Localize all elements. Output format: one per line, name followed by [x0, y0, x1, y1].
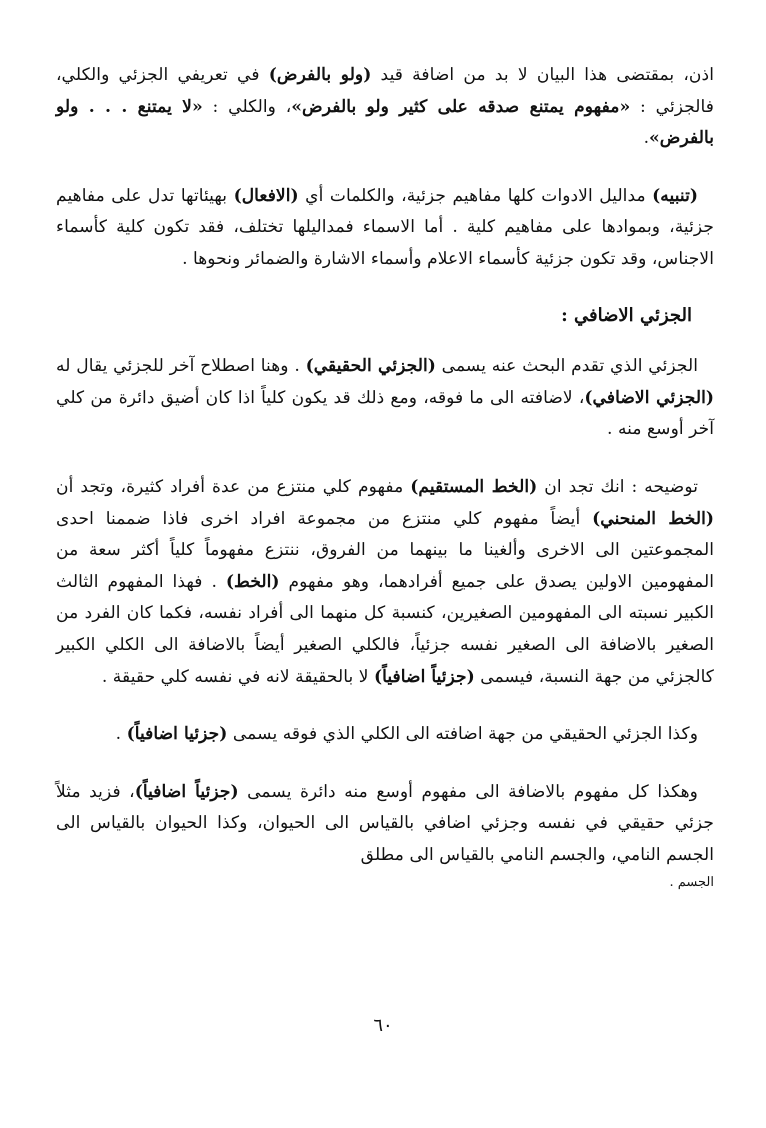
- text-run: . فهذا المفهوم الثالث الكبير نسبته الى المفهومين الصغيرين، كنسبة كل منهما الى أفراد نفسه، فكما كان الفرد من الصغير بالاضافة الى الصغير نفسه جزئياً، فالكلي الصغير أيضاً بالاضافة الى الكلي الكبير كالجزئي من جهة النسبة، فيسمى: [56, 571, 714, 687]
- text-run: وهكذا كل مفهوم بالاضافة الى مفهوم أوسع منه دائرة يسمى: [238, 781, 698, 802]
- paragraph-example: [56, 777, 714, 872]
- text-run: ، والكلي :: [202, 96, 292, 117]
- bold-term: (ولو بالفرض): [268, 65, 372, 85]
- text-run: ، لاضافته الى ما فوقه، ومع ذلك قد يكون كلياً اذا كان أضيق دائرة من كلي آخر أوسع منه .: [56, 387, 714, 440]
- text-run: اذن، بمقتضى هذا البيان لا بد من اضافة قيد: [371, 65, 714, 85]
- text-run: بهيئاتها تدل على مفاهيم جزئية، وبموادها على مفاهيم كلية . أما الاسماء فمداليلها تختلف، فقد تكون كلية كأسماء الاجناس، وقد تكون جزئية كأسماء الاعلام وأسماء الاشارة والضمائر ونحوها .: [56, 185, 714, 269]
- page-number: ٦٠: [373, 1015, 393, 1036]
- text-run: توضيحه : انك تجد ان: [537, 476, 698, 497]
- bold-term: (الخط): [225, 571, 280, 592]
- text-run: أيضاً مفهوم كلي منتزع من مجموعة افراد اخرى فاذا ضممنا احدى المجموعتين الى الاخرى وألغينا ما بينهما من الفروق، ننتزع مفهوماً كلياً أكثر سعة من المفهومين الاولين يصدق على جميع أفرادهما، وهو مفهوم: [56, 508, 715, 592]
- bold-term: (جزئياً اضافياً): [134, 781, 239, 802]
- bold-term: «مفهوم يمتنع صدقه على كثير ولو بالفرض»: [291, 96, 631, 117]
- text-run: في تعريفي الجزئي والكلي، فالجزئي :: [56, 65, 714, 117]
- bold-term: (الخط المستقيم): [410, 476, 538, 497]
- text-run: الجزئي الذي تقدم البحث عنه يسمى: [435, 356, 698, 377]
- text-run: .: [115, 724, 127, 745]
- text-run: . وهنا اصطلاح آخر للجزئي يقال له: [56, 356, 306, 377]
- text-run: .: [643, 128, 650, 149]
- text-run: مفهوم كلي منتزع من عدة أفراد كثيرة، وتجد أن: [56, 476, 411, 497]
- bold-term: (جزئياً اضافياً): [373, 666, 475, 687]
- text-run: وكذا الجزئي الحقيقي من جهة اضافته الى الكلي الذي فوقه يسمى: [227, 724, 698, 745]
- text-run: ، فزيد مثلاً جزئي حقيقي في نفسه وجزئي اضافي بالقياس الى الحيوان، وكذا الحيوان بالقياس الى الجسم النامي، والجسم النامي بالقياس الى مطلق: [56, 781, 714, 865]
- text-run: لا بالحقيقة لانه في نفسه كلي حقيقة .: [101, 666, 374, 687]
- bold-term: (الخط المنحني): [592, 508, 714, 529]
- paragraph-tail: الجسم .: [669, 875, 714, 891]
- bold-term: (الجزئي الاضافي): [584, 387, 714, 408]
- page-body: [56, 60, 714, 895]
- bold-term: (الجزئي الحقيقي): [305, 356, 436, 377]
- text-run: مداليل الادوات كلها مفاهيم جزئية، والكلمات أي: [298, 185, 653, 206]
- bold-term: (الافعال): [233, 185, 299, 206]
- paragraph-real-particular: [56, 719, 714, 751]
- section-heading: الجزئي الاضافي :: [561, 304, 692, 326]
- paragraph-note: [56, 181, 714, 276]
- paragraph-relative-particular: [56, 351, 714, 446]
- bold-term: (جزئيا اضافياً): [126, 724, 228, 745]
- bold-term: (تنبيه): [652, 185, 698, 206]
- bold-term: «لا يمتنع . . . ولو بالفرض»: [56, 96, 714, 149]
- paragraph-qualification: [56, 60, 714, 155]
- paragraph-explanation: [56, 472, 714, 693]
